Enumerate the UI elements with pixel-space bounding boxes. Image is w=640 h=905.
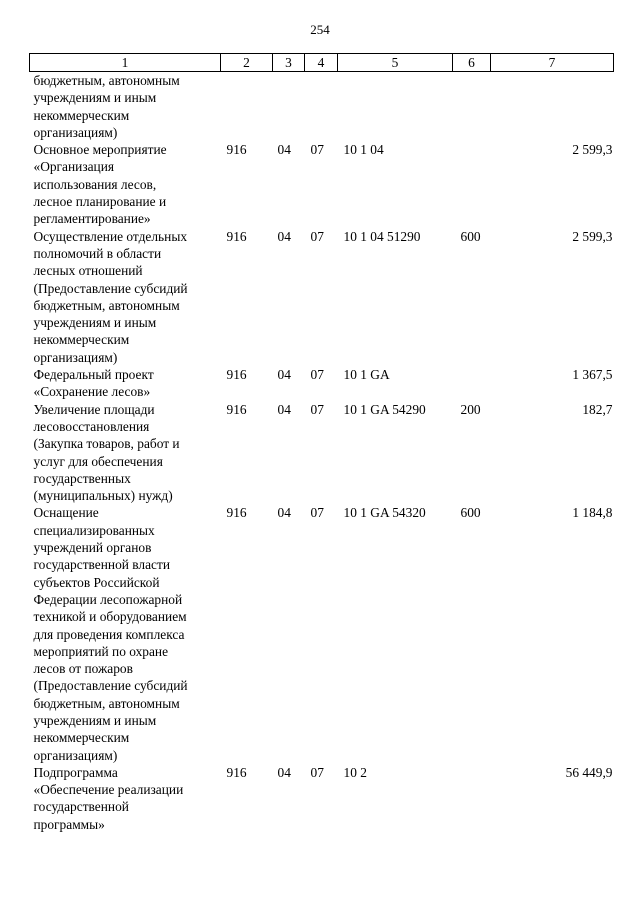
row-amount: 2 599,3 <box>572 142 613 158</box>
row-subsection-code: 07 <box>310 401 324 417</box>
row-name-line: программы» <box>33 816 105 832</box>
table-row <box>30 504 614 763</box>
row-section-code: 04 <box>277 367 291 383</box>
table-header-row <box>30 54 614 72</box>
row-section-code: 04 <box>277 228 291 244</box>
row-name-cell <box>30 141 221 227</box>
row-name-line: специализированных <box>33 522 155 538</box>
row-name-line: полномочий в области <box>33 245 162 261</box>
row-section-code: 04 <box>277 764 291 780</box>
row-subsection-code: 07 <box>310 764 324 780</box>
budget-table <box>29 53 614 833</box>
row-expense-type <box>453 366 491 401</box>
table-body <box>30 72 614 834</box>
row-name-line: Осуществление отдельных <box>33 228 188 244</box>
row-subsection-code: 07 <box>310 228 324 244</box>
row-name-cell <box>30 366 221 401</box>
row-name-line: Подпрограмма <box>33 764 118 780</box>
row-section-code: 04 <box>277 401 291 417</box>
row-admin-code: 916 <box>226 764 247 780</box>
row-name-line: использования лесов, <box>33 176 157 192</box>
row-name-line: учреждениям и иным <box>33 315 157 331</box>
table-row <box>30 401 614 505</box>
row-name-line: «Организация <box>33 159 115 175</box>
row-admin-code: 916 <box>226 367 247 383</box>
row-expense-type: 200 <box>460 401 481 417</box>
row-name-line: организациям) <box>33 747 118 763</box>
row-name-line: Оснащение <box>33 505 99 521</box>
row-name-line: Федеральный проект <box>33 367 154 383</box>
header-col-2: 2 <box>221 54 273 72</box>
row-target-article: 10 1 GA <box>343 367 390 383</box>
row-name-line: «Сохранение лесов» <box>33 384 151 400</box>
row-name-line: для проведения комплекса <box>33 626 185 642</box>
row-name-line: лесных отношений <box>33 263 143 279</box>
row-name-line: некоммерческим <box>33 730 130 746</box>
page-number: 254 <box>310 22 330 37</box>
row-name-line: (Закупка товаров, работ и <box>33 436 180 452</box>
row-target-article: 10 1 04 51290 <box>343 228 421 244</box>
row-name-line: регламентирование» <box>33 211 151 227</box>
row-name-line: мероприятий по охране <box>33 643 169 659</box>
row-amount: 2 599,3 <box>572 228 613 244</box>
row-admin-code: 916 <box>226 505 247 521</box>
row-name-line: некоммерческим <box>33 332 130 348</box>
row-amount: 1 184,8 <box>572 505 613 521</box>
row-name-line: некоммерческим <box>33 107 130 123</box>
row-name-line: государственной власти <box>33 557 171 573</box>
row-subsection-code <box>305 72 338 142</box>
row-admin-code <box>221 72 273 142</box>
header-col-4: 4 <box>305 54 338 72</box>
row-admin-code: 916 <box>226 142 247 158</box>
table-row <box>30 72 614 142</box>
row-expense-type <box>453 141 491 227</box>
table-row <box>30 366 614 401</box>
row-name-line: учреждений органов <box>33 540 152 556</box>
row-name-cell <box>30 228 221 366</box>
row-name-line: Увеличение площади <box>33 401 155 417</box>
row-name-line: учреждениям и иным <box>33 712 157 728</box>
row-expense-type: 600 <box>460 505 481 521</box>
row-name-cell <box>30 72 221 142</box>
row-target-article: 10 1 GA 54320 <box>343 505 426 521</box>
row-name-line: государственных <box>33 470 131 486</box>
row-subsection-code: 07 <box>310 367 324 383</box>
row-expense-type <box>453 72 491 142</box>
table-row <box>30 228 614 366</box>
row-expense-type <box>453 764 491 833</box>
row-name-line: организациям) <box>33 124 118 140</box>
row-amount: 1 367,5 <box>572 367 613 383</box>
row-name-line: учреждениям и иным <box>33 90 157 106</box>
row-name-line: бюджетным, автономным <box>33 695 180 711</box>
row-name-line: государственной <box>33 799 129 815</box>
header-col-1: 1 <box>30 54 221 72</box>
row-name-line: (Предоставление субсидий <box>33 678 188 694</box>
row-name-line: техникой и оборудованием <box>33 609 187 625</box>
row-section-code <box>273 72 305 142</box>
row-name-line: лесов от пожаров <box>33 661 133 677</box>
row-subsection-code: 07 <box>310 142 324 158</box>
row-name-line: бюджетным, автономным <box>33 73 180 88</box>
row-target-article <box>338 72 453 142</box>
row-amount: 56 449,9 <box>565 764 613 780</box>
row-admin-code: 916 <box>226 228 247 244</box>
row-target-article: 10 2 <box>343 764 367 780</box>
row-name-line: организациям) <box>33 349 118 365</box>
row-name-line: «Обеспечение реализации <box>33 782 184 798</box>
row-name-line: Федерации лесопожарной <box>33 591 183 607</box>
table-row <box>30 764 614 833</box>
row-expense-type: 600 <box>460 228 481 244</box>
row-name-line: услуг для обеспечения <box>33 453 163 469</box>
row-amount: 182,7 <box>582 401 613 417</box>
row-name-line: Основное мероприятие <box>33 142 167 158</box>
row-name-cell <box>30 764 221 833</box>
row-name-line: субъектов Российской <box>33 574 160 590</box>
header-col-7: 7 <box>491 54 614 72</box>
row-name-line: (Предоставление субсидий <box>33 280 188 296</box>
row-name-line: (муниципальных) нужд) <box>33 488 173 504</box>
row-amount <box>491 72 614 142</box>
row-name-line: лесовосстановления <box>33 418 150 434</box>
table-row <box>30 141 614 227</box>
header-col-5: 5 <box>338 54 453 72</box>
row-section-code: 04 <box>277 142 291 158</box>
row-subsection-code: 07 <box>310 505 324 521</box>
header-col-6: 6 <box>453 54 491 72</box>
row-name-cell <box>30 401 221 505</box>
row-name-cell <box>30 504 221 763</box>
row-section-code: 04 <box>277 505 291 521</box>
row-target-article: 10 1 GA 54290 <box>343 401 426 417</box>
row-name-line: лесное планирование и <box>33 194 167 210</box>
row-name-line: бюджетным, автономным <box>33 297 180 313</box>
row-target-article: 10 1 04 <box>343 142 384 158</box>
row-admin-code: 916 <box>226 401 247 417</box>
header-col-3: 3 <box>273 54 305 72</box>
